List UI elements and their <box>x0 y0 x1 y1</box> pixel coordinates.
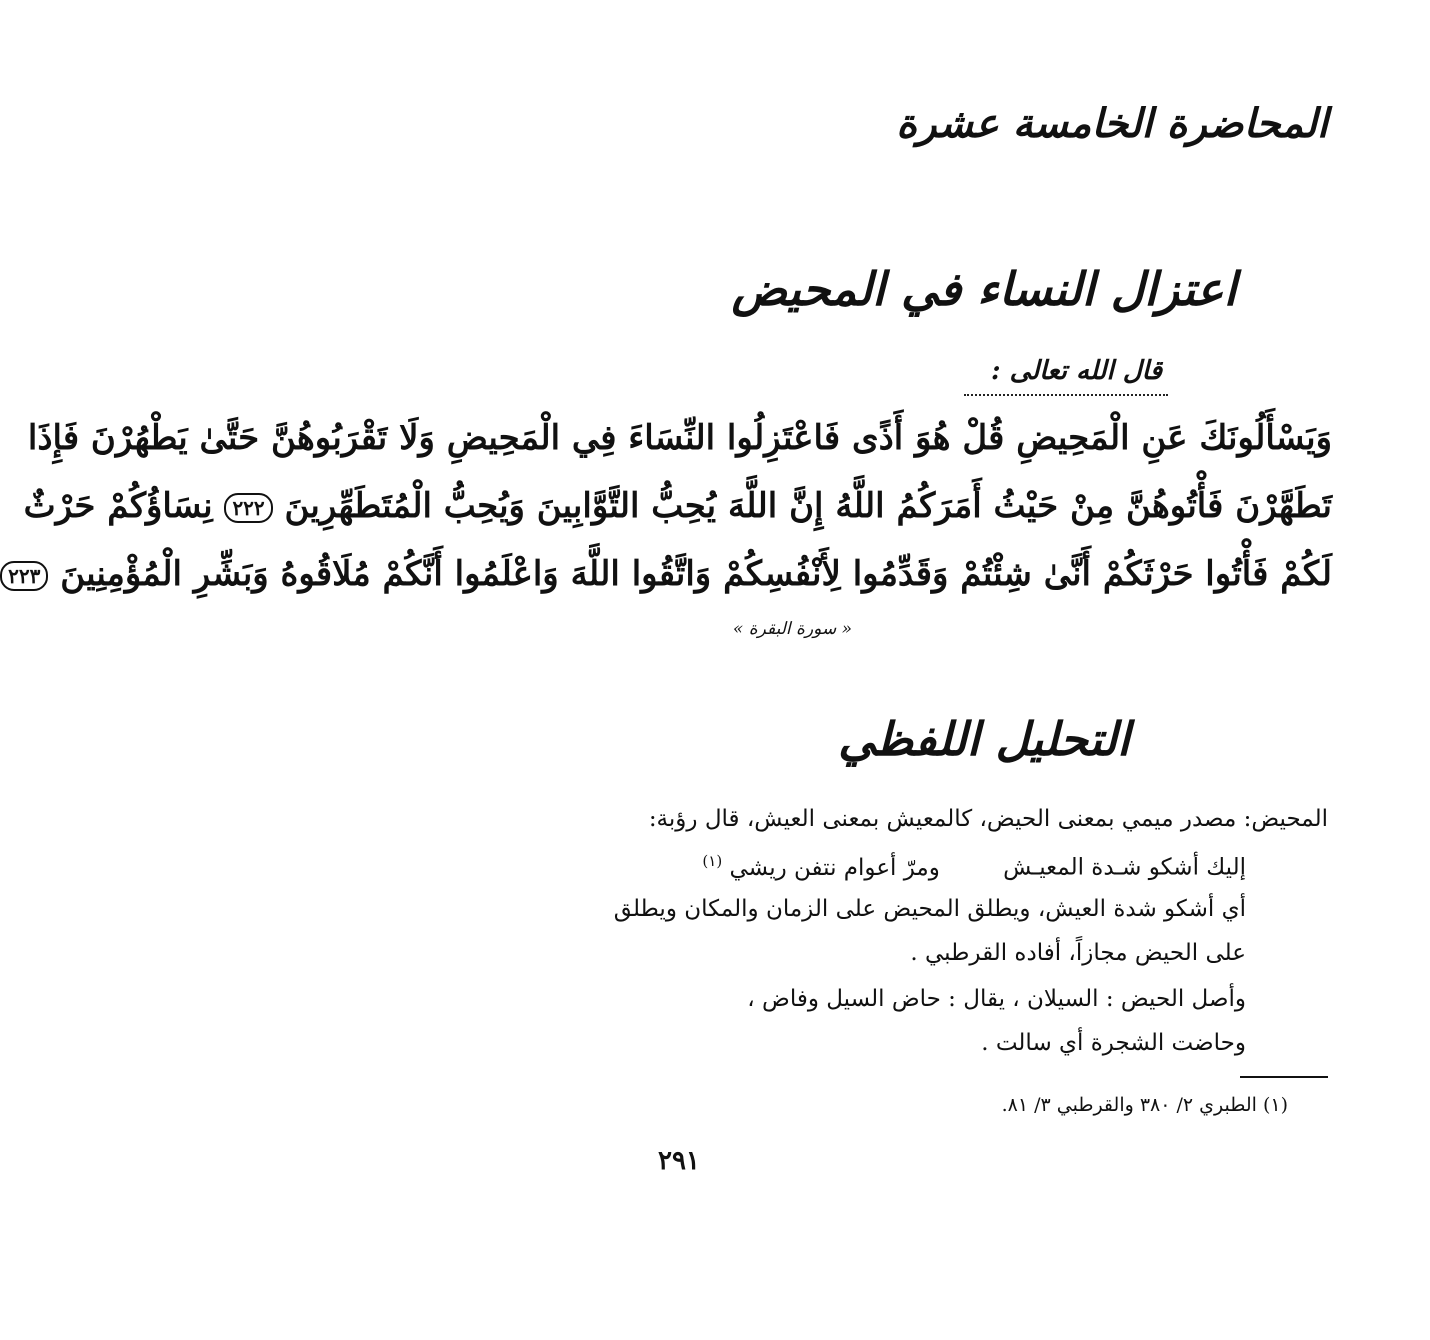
verse-line-2 <box>23 472 1332 540</box>
quran-verse-block <box>8 404 1332 608</box>
verse-line-3-text: لَكُمْ فَأْتُوا حَرْثَكُمْ أَنَّىٰ شِئْتُمْ وَقَدِّمُوا لِأَنْفُسِكُمْ وَاتَّقُوا اللَّهَ وَاعْلَمُوا أَنَّكُمْ مُلَاقُوهُ وَبَشِّرِ الْمُؤْمِنِينَ <box>60 554 1332 594</box>
poem-hemistich-2: ومرّ أعوام نتفن ريشي <box>729 854 940 881</box>
footnote-reference: (١) <box>702 852 723 870</box>
ayah-number-222: ٢٢٢ <box>224 493 272 523</box>
verse-intro-underline <box>964 394 1168 396</box>
verse-line-1 <box>27 404 1332 472</box>
poem-verse <box>702 852 1246 881</box>
section-title: التحليل اللفظي <box>838 712 1130 766</box>
verse-line-1-text: وَيَسْأَلُونَكَ عَنِ الْمَحِيضِ قُلْ هُوَ أَذًى فَاعْتَزِلُوا النِّسَاءَ فِي الْمَحِيضِ وَلَا تَقْرَبُوهُنَّ حَتَّىٰ يَطْهُرْنَ فَإِذَا <box>27 418 1332 458</box>
page-number: ٢٩١ <box>658 1146 700 1176</box>
body-paragraph-2-line-2: على الحيض مجازاً، أفاده القرطبي . <box>910 940 1246 966</box>
lecture-heading: المحاضرة الخامسة عشرة <box>896 100 1328 147</box>
verse-line-2-text: تَطَهَّرْنَ فَأْتُوهُنَّ مِنْ حَيْثُ أَمَرَكُمُ اللَّهُ إِنَّ اللَّهَ يُحِبُّ التَّوَّابِينَ وَيُحِبُّ الْمُتَطَهِّرِينَ <box>284 486 1332 526</box>
verse-intro: قال الله تعالى : <box>991 356 1162 386</box>
sura-source: « سورة البقرة » <box>732 619 852 639</box>
footnote-divider <box>1240 1076 1328 1078</box>
main-title: اعتزال النساء في المحيض <box>731 262 1237 316</box>
poem-hemistich-1: إليك أشكو شـدة المعيـش <box>1003 854 1246 881</box>
footnote: (١) الطبري ٢/ ٣٨٠ والقرطبي ٣/ ٨١. <box>1001 1094 1288 1116</box>
body-paragraph-1: المحيض: مصدر ميمي بمعنى الحيض، كالمعيش بمعنى العيش، قال رؤبة: <box>648 806 1328 832</box>
body-paragraph-3-line-1: وأصل الحيض : السيلان ، يقال : حاض السيل وفاض ، <box>747 986 1246 1012</box>
verse-line-2-tail: نِسَاؤُكُمْ حَرْثٌ <box>23 486 213 526</box>
verse-line-3 <box>8 540 1332 608</box>
ayah-number-223: ٢٢٣ <box>0 561 48 591</box>
body-paragraph-3-line-2: وحاضت الشجرة أي سالت . <box>981 1030 1246 1056</box>
book-page <box>8 0 1430 1340</box>
body-paragraph-2-line-1: أي أشكو شدة العيش، ويطلق المحيض على الزمان والمكان ويطلق <box>613 896 1246 922</box>
